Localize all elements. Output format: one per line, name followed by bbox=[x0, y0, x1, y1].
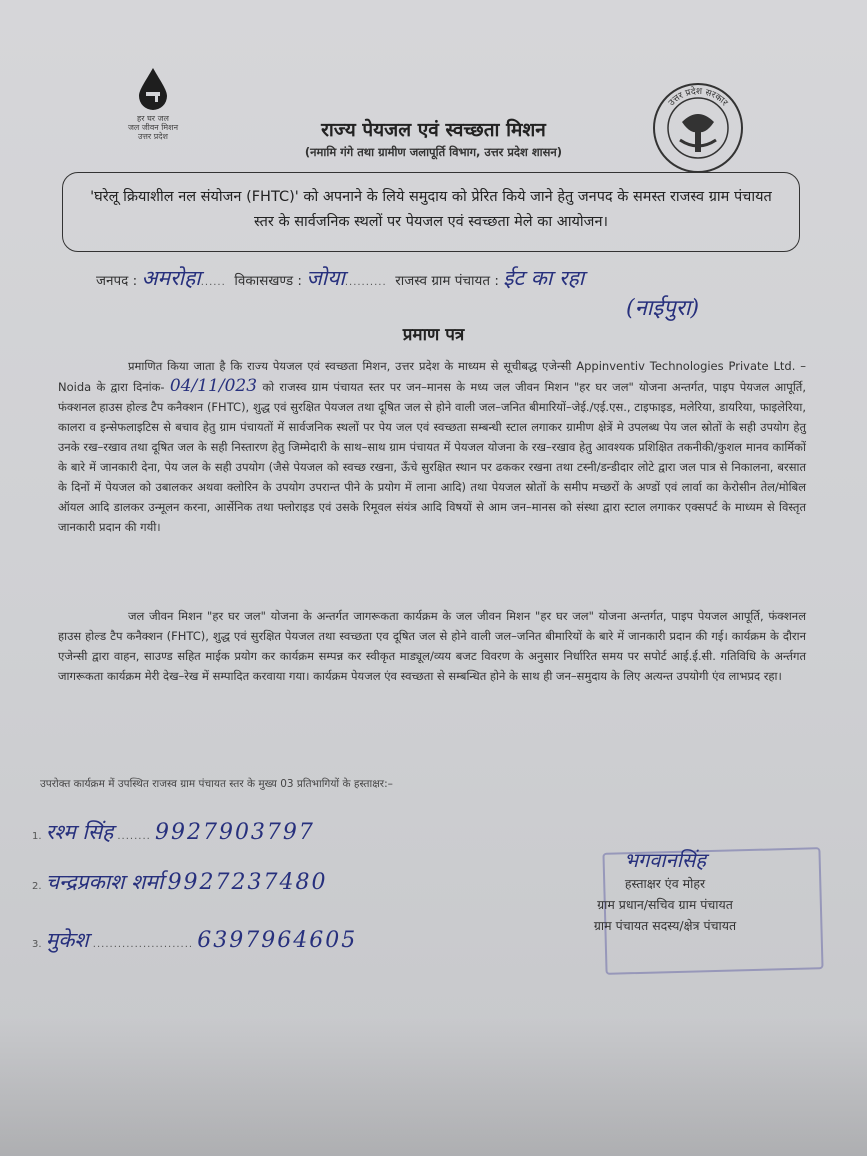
certificate-paragraph-1 bbox=[58, 356, 806, 537]
para1-part1: प्रमाणित किया जाता है कि राज्य पेयजल एवं स्वच्छता मिशन, उत्तर प्रदेश के माध्यम से सूचीबद्ध एजेन्सी Appinventiv Technologies Private Ltd. – Noida के द्वारा दिनांक- bbox=[58, 359, 806, 394]
water-drop-icon bbox=[135, 66, 171, 110]
participant-phone: 9927903797 bbox=[154, 820, 315, 845]
panchayat-label: राजस्व ग्राम पंचायत : bbox=[395, 273, 499, 289]
svg-text:उत्तर प्रदेश सरकार bbox=[667, 85, 730, 108]
participant-phone: 9927237480 bbox=[167, 870, 328, 895]
page-subtitle: (नमामि गंगे तथा ग्रामीण जलापूर्ति विभाग, उत्तर प्रदेश शासन) bbox=[304, 145, 563, 159]
logo-text-line1: हर घर जल bbox=[137, 114, 169, 123]
participant-name: रश्म सिंह bbox=[45, 820, 114, 844]
certificate-paragraph-2 bbox=[58, 606, 806, 686]
participant-number: 2. bbox=[32, 881, 42, 892]
para1-part2: को राजस्व ग्राम पंचायत स्तर पर जन–मानस के मध्य जल जीवन मिशन "हर घर जल" योजना अन्तर्गत, पाइप पेयजल आपूर्ति, फंक्शनल हाउस होल्ड टैप कनैक्शन (FHTC), शुद्ध एवं सुरक्षित पेयजल तथा दूषित जल से होने वाली जल–जनित बीमारियों–जेई./एई.एस., टाइफाइड, मलेरिया, डायरिया, फाइलेरिया, कालरा व इन्सेफलाइटिस से बचाव हेतु ग्राम पंचायतों में सार्वजनिक स्थलों पर पेय जल एवं स्वच्छता सम्बन्धी स्टाल लगाकर ग्रामीण क्षेत्रें मे उपलब्ध पेय जल स्रोतों के सही उपयोग हेतु उनके रख–रखाव तथा दूषित जल के सही निस्तारण हेतु जिम्मेदारी के साथ–साथ ग्राम पंचायत में पेयजल योजना के रख–रखाव हेतु आवश्यक प्रशिक्षित तकनीकी/कुशल मानव कार्मिकों के बारे में जानकारी देना, पेय जल के सही उपयोग (जैसे पेयजल को स्वच्छ रखना, ऊँचे सुरक्षित स्थान पर ढककर रखना तथा टस्नी/डन्डीदार लोटे द्वारा जल पात्र से निकालना, बरसात के दिनों में पेयजल को उबालकर अथवा क्लोरिन के उपयोग उपरान्त पीने के प्रयोग में लाना आदि) तथा पेयजल स्रोतों के समीप मच्छरों के अण्डों एवं लार्वा का केरोसीन तेल/मोबिल ऑयल आदि डालकर उन्मूलन करना, आर्सेनिक तथा फ्लोराइड एवं उसके रिमूवल संयंत्र आदि विषयों से आम जन–मानस को संस्था द्वारा स्टाल लगाकर एक्सपर्ट के माध्यम से विस्तृत जानकारी प्रदान की गयी। bbox=[58, 380, 807, 534]
signature-line-2: ग्राम प्रधान/सचिव ग्राम पंचायत bbox=[597, 897, 733, 912]
date-value: 04/11/023 bbox=[169, 376, 258, 396]
logo-text-line2: जल जीवन मिशन bbox=[127, 123, 179, 132]
participant-number: 1. bbox=[32, 831, 42, 842]
participant-number: 3. bbox=[32, 939, 42, 950]
banner-text: 'घरेलू क्रियाशील नल संयोजन (FHTC)' को अपनाने के लिये समुदाय को प्रेरित किये जाने हेतु जनपद के समस्त राजस्व ग्राम पंचायत स्तर के सार्वजनिक स्थलों पर पेयजल एवं स्वच्छता मेले का आयोजन। bbox=[90, 189, 772, 230]
logo-text-line3: उत्तर प्रदेश bbox=[138, 132, 168, 141]
participants-heading: उपरोक्त कार्यक्रम में उपस्थित राजस्व ग्राम पंचायत स्तर के मुख्य 03 प्रतिभागियों के हस्ताक्षर:– bbox=[40, 778, 393, 790]
block-label: विकासखण्ड : bbox=[234, 273, 302, 289]
district-value: अमरोहा bbox=[141, 266, 201, 290]
location-info-row: जनपद : अमरोहा...... विकासखण्ड : जोया.......... राजस्व ग्राम पंचायत : ईट का रहा bbox=[96, 266, 585, 290]
participant-name: मुकेश bbox=[45, 928, 89, 952]
certificate-title: प्रमाण पत्र bbox=[402, 325, 465, 345]
participant-phone: 6397964605 bbox=[197, 928, 358, 953]
signature-mark: भगवानसिंह bbox=[623, 848, 707, 872]
participant-row-3: 3. मुकेश ........................ 6397964605 bbox=[32, 928, 358, 953]
para2-text: जल जीवन मिशन "हर घर जल" योजना के अन्तर्गत जागरूकता कार्यक्रम के जल जीवन मिशन "हर घर जल" योजना अन्तर्गत, पाइप पेयजल आपूर्ति, फंक्शनल हाउस होल्ड टैप कनैक्शन (FHTC), शुद्ध एवं सुरक्षित पेयजल तथा स्वच्छता एव दूषित जल से होने वाली जल–जनित बीमारियों के बारे में जानकारी प्रदान की गई। कार्यक्रम के दौरान एजेन्सी द्वारा वाहन, साउण्ड सहित माईक प्रयोग कर कार्यक्रम सम्पन्न कर स्वीकृत माड्यूल/व्यय बजट विवरण के अनुसार निर्धारित समय पर सपोर्ट आई.ई.सी. गतिविधि के अर्न्तगत जागरूकता कार्यक्रम मेरी देख–रेख में सम्पादित करवाया गया। कार्यक्रम पेयजल एंव स्वच्छता से सम्बन्धित होने के साथ ही जन–समुदाय के लिए अत्यन्त उपयोगी एंव लाभप्रद रहा। bbox=[58, 609, 806, 683]
panchayat-extra-value: (नाईपुरा) bbox=[626, 296, 700, 321]
signature-line-1: हस्ताक्षर एंव मोहर bbox=[624, 876, 706, 891]
page-title: राज्य पेयजल एवं स्वच्छता मिशन bbox=[321, 119, 546, 141]
signature-block bbox=[520, 846, 810, 936]
block-value: जोया bbox=[306, 266, 345, 290]
event-banner bbox=[62, 172, 800, 252]
participant-row-2 bbox=[32, 868, 328, 896]
district-label: जनपद : bbox=[96, 273, 138, 289]
participant-name: चन्द्रप्रकाश शर्मा bbox=[45, 870, 164, 894]
emblem-text: उत्तर प्रदेश सरकार bbox=[666, 86, 730, 109]
participant-row-1: 1. रश्म सिंह ........ 9927903797 bbox=[32, 820, 315, 845]
signature-line-3: ग्राम पंचायत सदस्य/क्षेत्र पंचायत bbox=[593, 918, 737, 933]
panchayat-value: ईट का रहा bbox=[503, 266, 585, 290]
